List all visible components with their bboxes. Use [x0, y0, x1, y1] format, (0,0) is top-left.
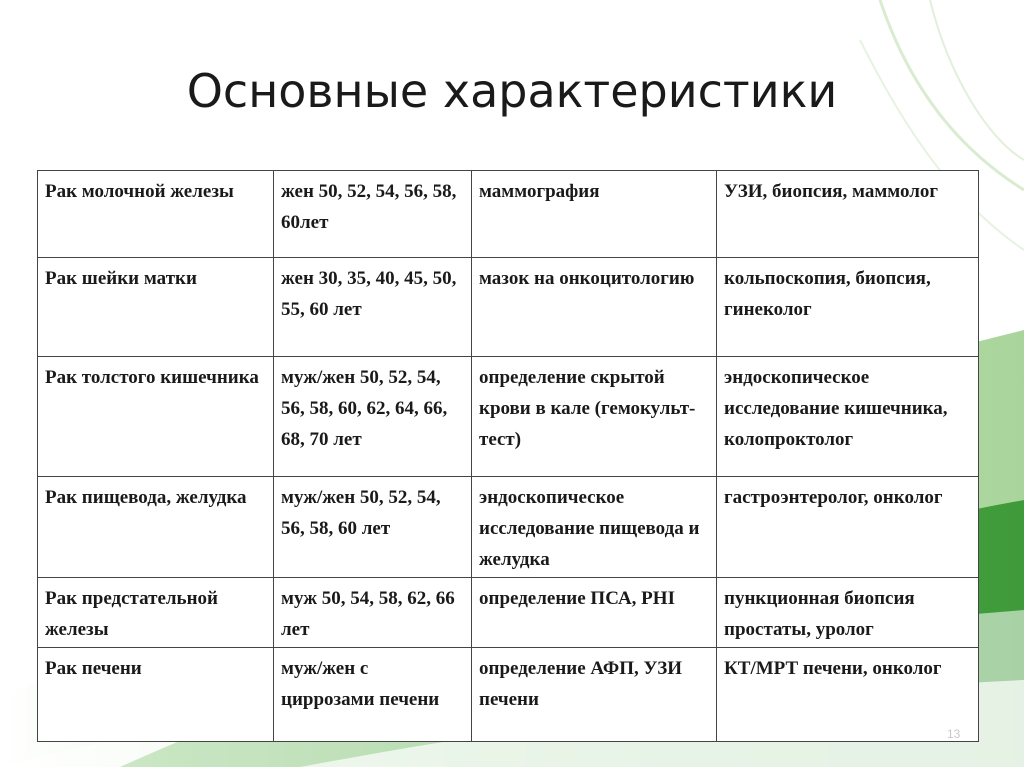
- table-row: [38, 357, 979, 477]
- screening-table: [37, 170, 979, 742]
- table-cell: пункционная биопсия простаты, уролог: [717, 578, 979, 648]
- table-cell: жен 50, 52, 54, 56, 58, 60лет: [274, 171, 472, 258]
- table-cell: определение АФП, УЗИ печени: [472, 648, 717, 742]
- table-cell: Рак пищевода, желудка: [38, 477, 274, 578]
- slide-title: Основные характеристики: [186, 64, 838, 118]
- table-cell: КТ/МРТ печени, онколог: [717, 648, 979, 742]
- table-cell: эндоскопическое исследование кишечника, колопроктолог: [717, 357, 979, 477]
- table-cell: эндоскопическое исследование пищевода и желудка: [472, 477, 717, 578]
- table-cell: гастроэнтеролог, онколог: [717, 477, 979, 578]
- table-cell: определение ПСА, PHI: [472, 578, 717, 648]
- table-cell: муж/жен с циррозами печени: [274, 648, 472, 742]
- table-row: [38, 648, 979, 742]
- table-row: [38, 171, 979, 258]
- table-cell: Рак предстательной железы: [38, 578, 274, 648]
- table-cell: УЗИ, биопсия, маммолог: [717, 171, 979, 258]
- table-cell: кольпоскопия, биопсия, гинеколог: [717, 258, 979, 357]
- table-cell: определение скрытой крови в кале (гемокульт-тест): [472, 357, 717, 477]
- table-row: [38, 578, 979, 648]
- table-cell: муж/жен 50, 52, 54, 56, 58, 60, 62, 64, 66, 68, 70 лет: [274, 357, 472, 477]
- table-cell: мазок на онкоцитологию: [472, 258, 717, 357]
- table-cell: Рак печени: [38, 648, 274, 742]
- table-cell: Рак шейки матки: [38, 258, 274, 357]
- table-cell: Рак толстого кишечника: [38, 357, 274, 477]
- table-cell: жен 30, 35, 40, 45, 50, 55, 60 лет: [274, 258, 472, 357]
- table-cell: маммография: [472, 171, 717, 258]
- table-cell: муж 50, 54, 58, 62, 66 лет: [274, 578, 472, 648]
- table-cell: Рак молочной железы: [38, 171, 274, 258]
- table-row: [38, 258, 979, 357]
- page-number: 13: [947, 727, 961, 741]
- table-row: [38, 477, 979, 578]
- table-cell: муж/жен 50, 52, 54, 56, 58, 60 лет: [274, 477, 472, 578]
